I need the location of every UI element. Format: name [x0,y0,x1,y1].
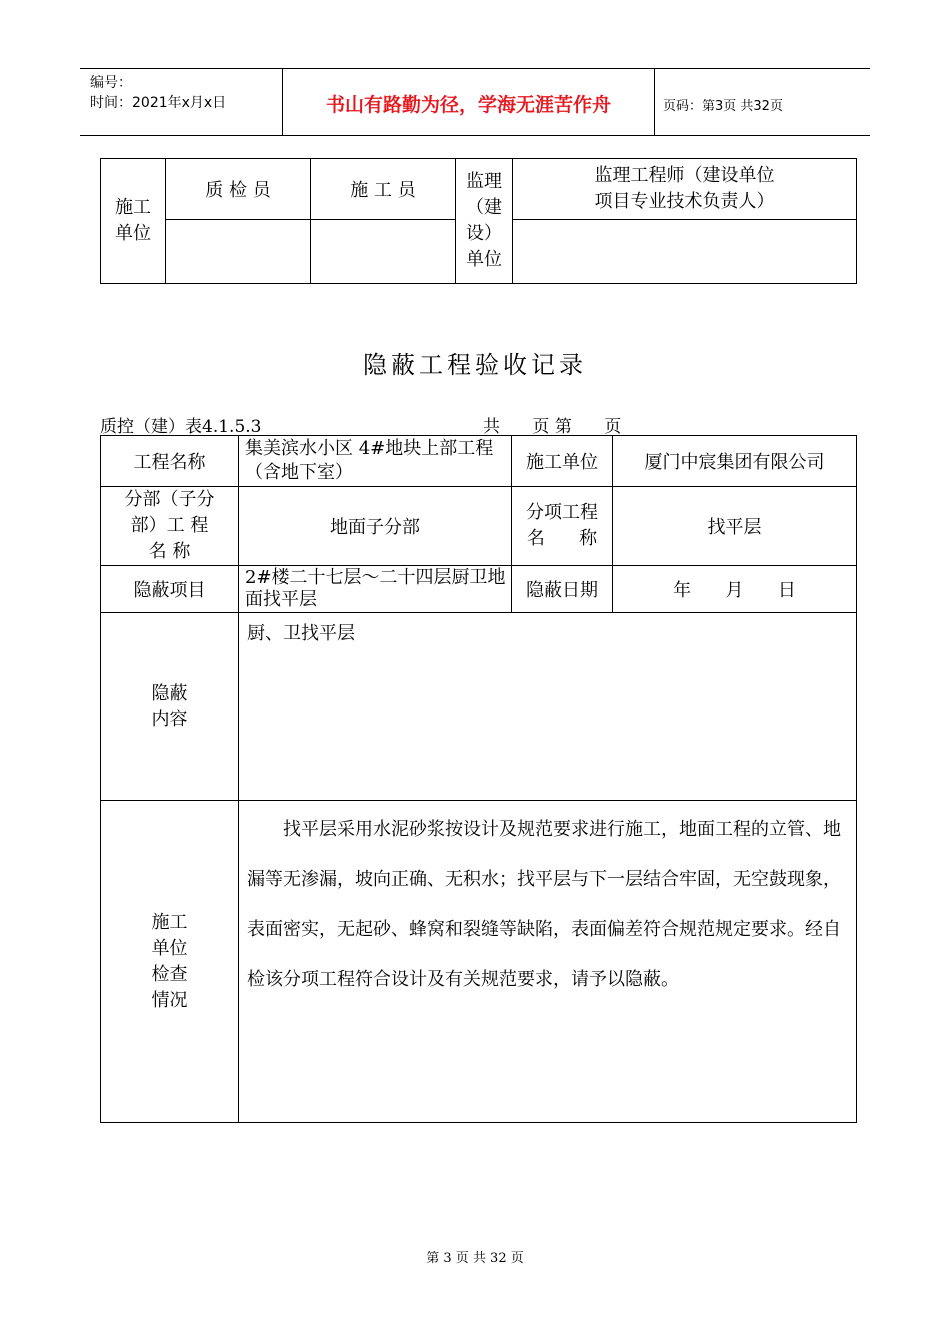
hidden-item-value: 2#楼二十七层～二十四层厨卫地 面找平层 [239,566,512,613]
builder-header: 施 工 员 [311,159,456,220]
header-motto: 书山有路勤为径，学海无涯苦作舟 [325,94,611,116]
header-top-rule [80,68,870,69]
signature-table [100,158,857,284]
inspector-header: 质 检 员 [166,159,311,220]
inspection-label: 施工 单位 检查 情况 [101,801,239,1123]
project-name-label: 工程名称 [101,436,239,487]
document-date: 时间：2021年x月x日 [90,95,227,111]
item-label: 分项工程 名 称 [512,487,613,566]
content-label: 隐蔽 内容 [101,613,239,801]
page-title: 隐蔽工程验收记录 [363,351,587,379]
inspector-signature[interactable] [166,220,311,284]
page-count: 共 页 第 页 [483,417,622,437]
contractor-value: 厦门中宸集团有限公司 [613,436,857,487]
form-code: 质控（建）表4.1.5.3 [100,417,262,437]
engineer-header: 监理工程师（建设单位 项目专业技术负责人） [513,159,857,220]
division-value: 地面子分部 [239,487,512,566]
project-name-value: 集美滨水小区 4#地块上部工程 （含地下室） [239,436,512,487]
contractor-label: 施工单位 [512,436,613,487]
hidden-date-value[interactable]: 年 月 日 [613,566,857,613]
sign-contractor-label: 施工 单位 [101,159,166,284]
builder-signature[interactable] [311,220,456,284]
hidden-date-label: 隐蔽日期 [512,566,613,613]
supervisor-label: 监理 （建 设） 单位 [456,159,513,284]
engineer-signature[interactable] [513,220,857,284]
item-value: 找平层 [613,487,857,566]
page-footer: 第 3 页 共 32 页 [426,1251,524,1266]
document-number-label: 编号： [90,75,132,91]
inspection-text: 找平层采用水泥砂浆按设计及规范要求进行施工，地面工程的立管、地漏等无渗漏，坡向正确、无积水；找平层与下一层结合牢固，无空鼓现象，表面密实，无起砂、蜂窝和裂缝等缺陷，表面偏差符合规范规定要求。经自检该分项工程符合设计及有关规范要求，请予以隐蔽。 [239,801,857,1123]
division-label: 分部（子分 部）工 程 名 称 [101,487,239,566]
header-bottom-rule [80,135,870,136]
content-value: 厨、卫找平层 [239,613,857,801]
header-page-info: 页码：第3页 共32页 [663,99,783,114]
hidden-item-label: 隐蔽项目 [101,566,239,613]
record-table [100,435,857,1123]
header-divider-2 [654,68,655,136]
